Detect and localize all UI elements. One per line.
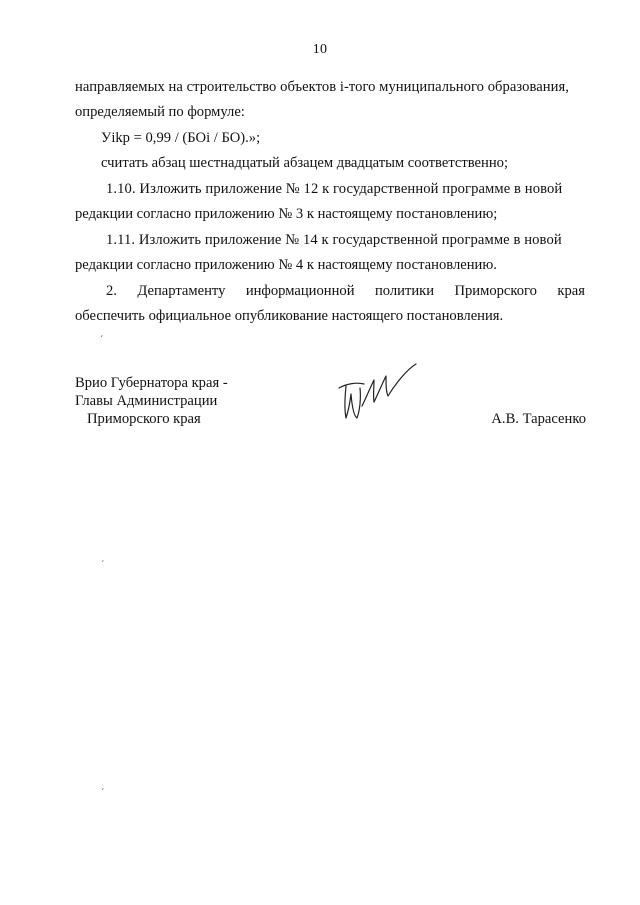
paragraph-1-line-1: [75, 76, 585, 98]
signer-title-line-1: Врио Губернатора края -: [75, 375, 228, 391]
paragraph-3-line-2: редакции согласно приложению № 3 к настоящему постановлению;: [75, 206, 498, 222]
paragraph-4-line-1: 1.11. Изложить приложение № 14 к государственной программе в новой: [106, 232, 562, 248]
scan-mark: ˊ: [101, 560, 105, 571]
word: информационной: [245, 283, 355, 299]
handwritten-signature: [336, 356, 426, 428]
paragraph-4-line-2: редакции согласно приложению № 4 к настоящему постановлению.: [75, 257, 497, 273]
formula: Уikр = 0,99 / (БОi / БО).»;: [101, 130, 261, 146]
scan-mark: ˊ: [100, 335, 104, 346]
paragraph-1-line-2: определяемый по формуле:: [75, 104, 245, 120]
paragraph-5-line-1: [75, 280, 585, 302]
document-body: [75, 76, 585, 327]
signer-title-line-3: Приморского края: [87, 411, 201, 427]
word: Департаменту: [137, 283, 226, 299]
text-segment: направляемых на строительство объектов i-того муниципального образования,: [75, 79, 569, 95]
word: края: [557, 283, 585, 299]
paragraph-2: считать абзац шестнадцатый абзацем двадцатым соответственно;: [101, 155, 508, 171]
page-number: 10: [312, 42, 328, 57]
signer-name: А.В. Тарасенко: [491, 411, 586, 427]
word: политики: [374, 283, 435, 299]
signer-title-line-2: Главы Администрации: [75, 393, 218, 409]
word: Приморского: [454, 283, 537, 299]
signature-title-block: [75, 374, 228, 428]
paragraph-3-line-1: 1.10. Изложить приложение № 12 к государственной программе в новой: [106, 181, 563, 197]
word: 2.: [106, 283, 117, 299]
paragraph-5-line-2: обеспечить официальное опубликование настоящего постановления.: [75, 308, 504, 324]
scan-mark: ˊ: [101, 788, 105, 799]
